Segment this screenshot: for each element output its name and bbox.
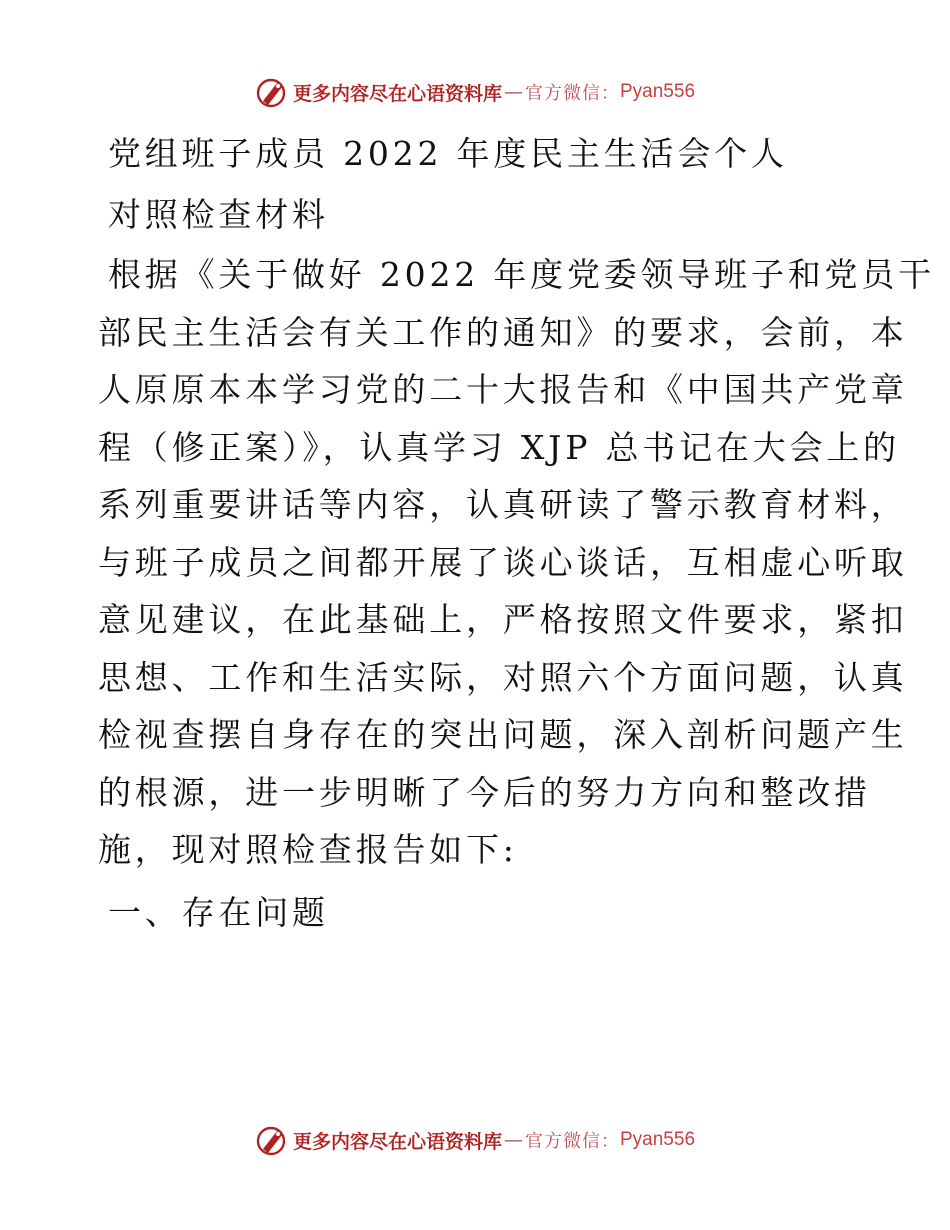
paragraph-line: 检视查摆自身存在的突出问题，深入剖析问题产生	[98, 715, 908, 754]
watermark-banner-bottom	[0, 1120, 950, 1160]
document-body	[98, 120, 935, 941]
paragraph-line: 的根源，进一步明晰了今后的努力方向和整改措	[98, 772, 871, 812]
pen-nib-logo-icon	[255, 75, 289, 109]
paragraph-line: 部民主生活会有关工作的通知》的要求，会前，本	[98, 312, 908, 352]
paragraph-line: 根据《关于做好 2022 年度党委领导班子和党员干	[108, 255, 935, 294]
pen-nib-logo-icon	[255, 1123, 289, 1157]
watermark-separator: —	[504, 1129, 523, 1151]
document-title-line-1: 党组班子成员 2022 年度民主生活会个人	[108, 134, 788, 173]
watermark-separator: —	[504, 81, 523, 103]
watermark-wechat-label: 官方微信：	[525, 1131, 620, 1152]
watermark-text: 更多内容尽在心语资料库	[292, 1130, 502, 1153]
paragraph-line: 程（修正案）》，认真学习 XJP 总书记在大会上的	[98, 427, 900, 467]
watermark-wechat-id: Pyan556	[620, 81, 696, 102]
paragraph-line: 意见建议，在此基础上，严格按照文件要求，紧扣	[98, 600, 908, 639]
document-title-line-2: 对照检查材料	[108, 194, 329, 234]
watermark-text: 更多内容尽在心语资料库	[292, 82, 502, 105]
intro-paragraph	[98, 246, 935, 879]
paragraph-line: 与班子成员之间都开展了谈心谈话，互相虚心听取	[98, 542, 908, 582]
paragraph-line: 思想、工作和生活实际，对照六个方面问题，认真	[98, 657, 908, 697]
watermark-banner-top	[0, 72, 950, 112]
section-heading: 一、存在问题	[108, 892, 329, 932]
paragraph-line: 施，现对照检查报告如下:	[98, 830, 518, 869]
paragraph-line: 系列重要讲话等内容，认真研读了警示教育材料，	[98, 485, 908, 524]
watermark-wechat-id: Pyan556	[620, 1129, 696, 1150]
paragraph-line: 人原原本本学习党的二十大报告和《中国共产党章	[98, 370, 908, 409]
watermark-wechat-label: 官方微信：	[525, 83, 620, 104]
